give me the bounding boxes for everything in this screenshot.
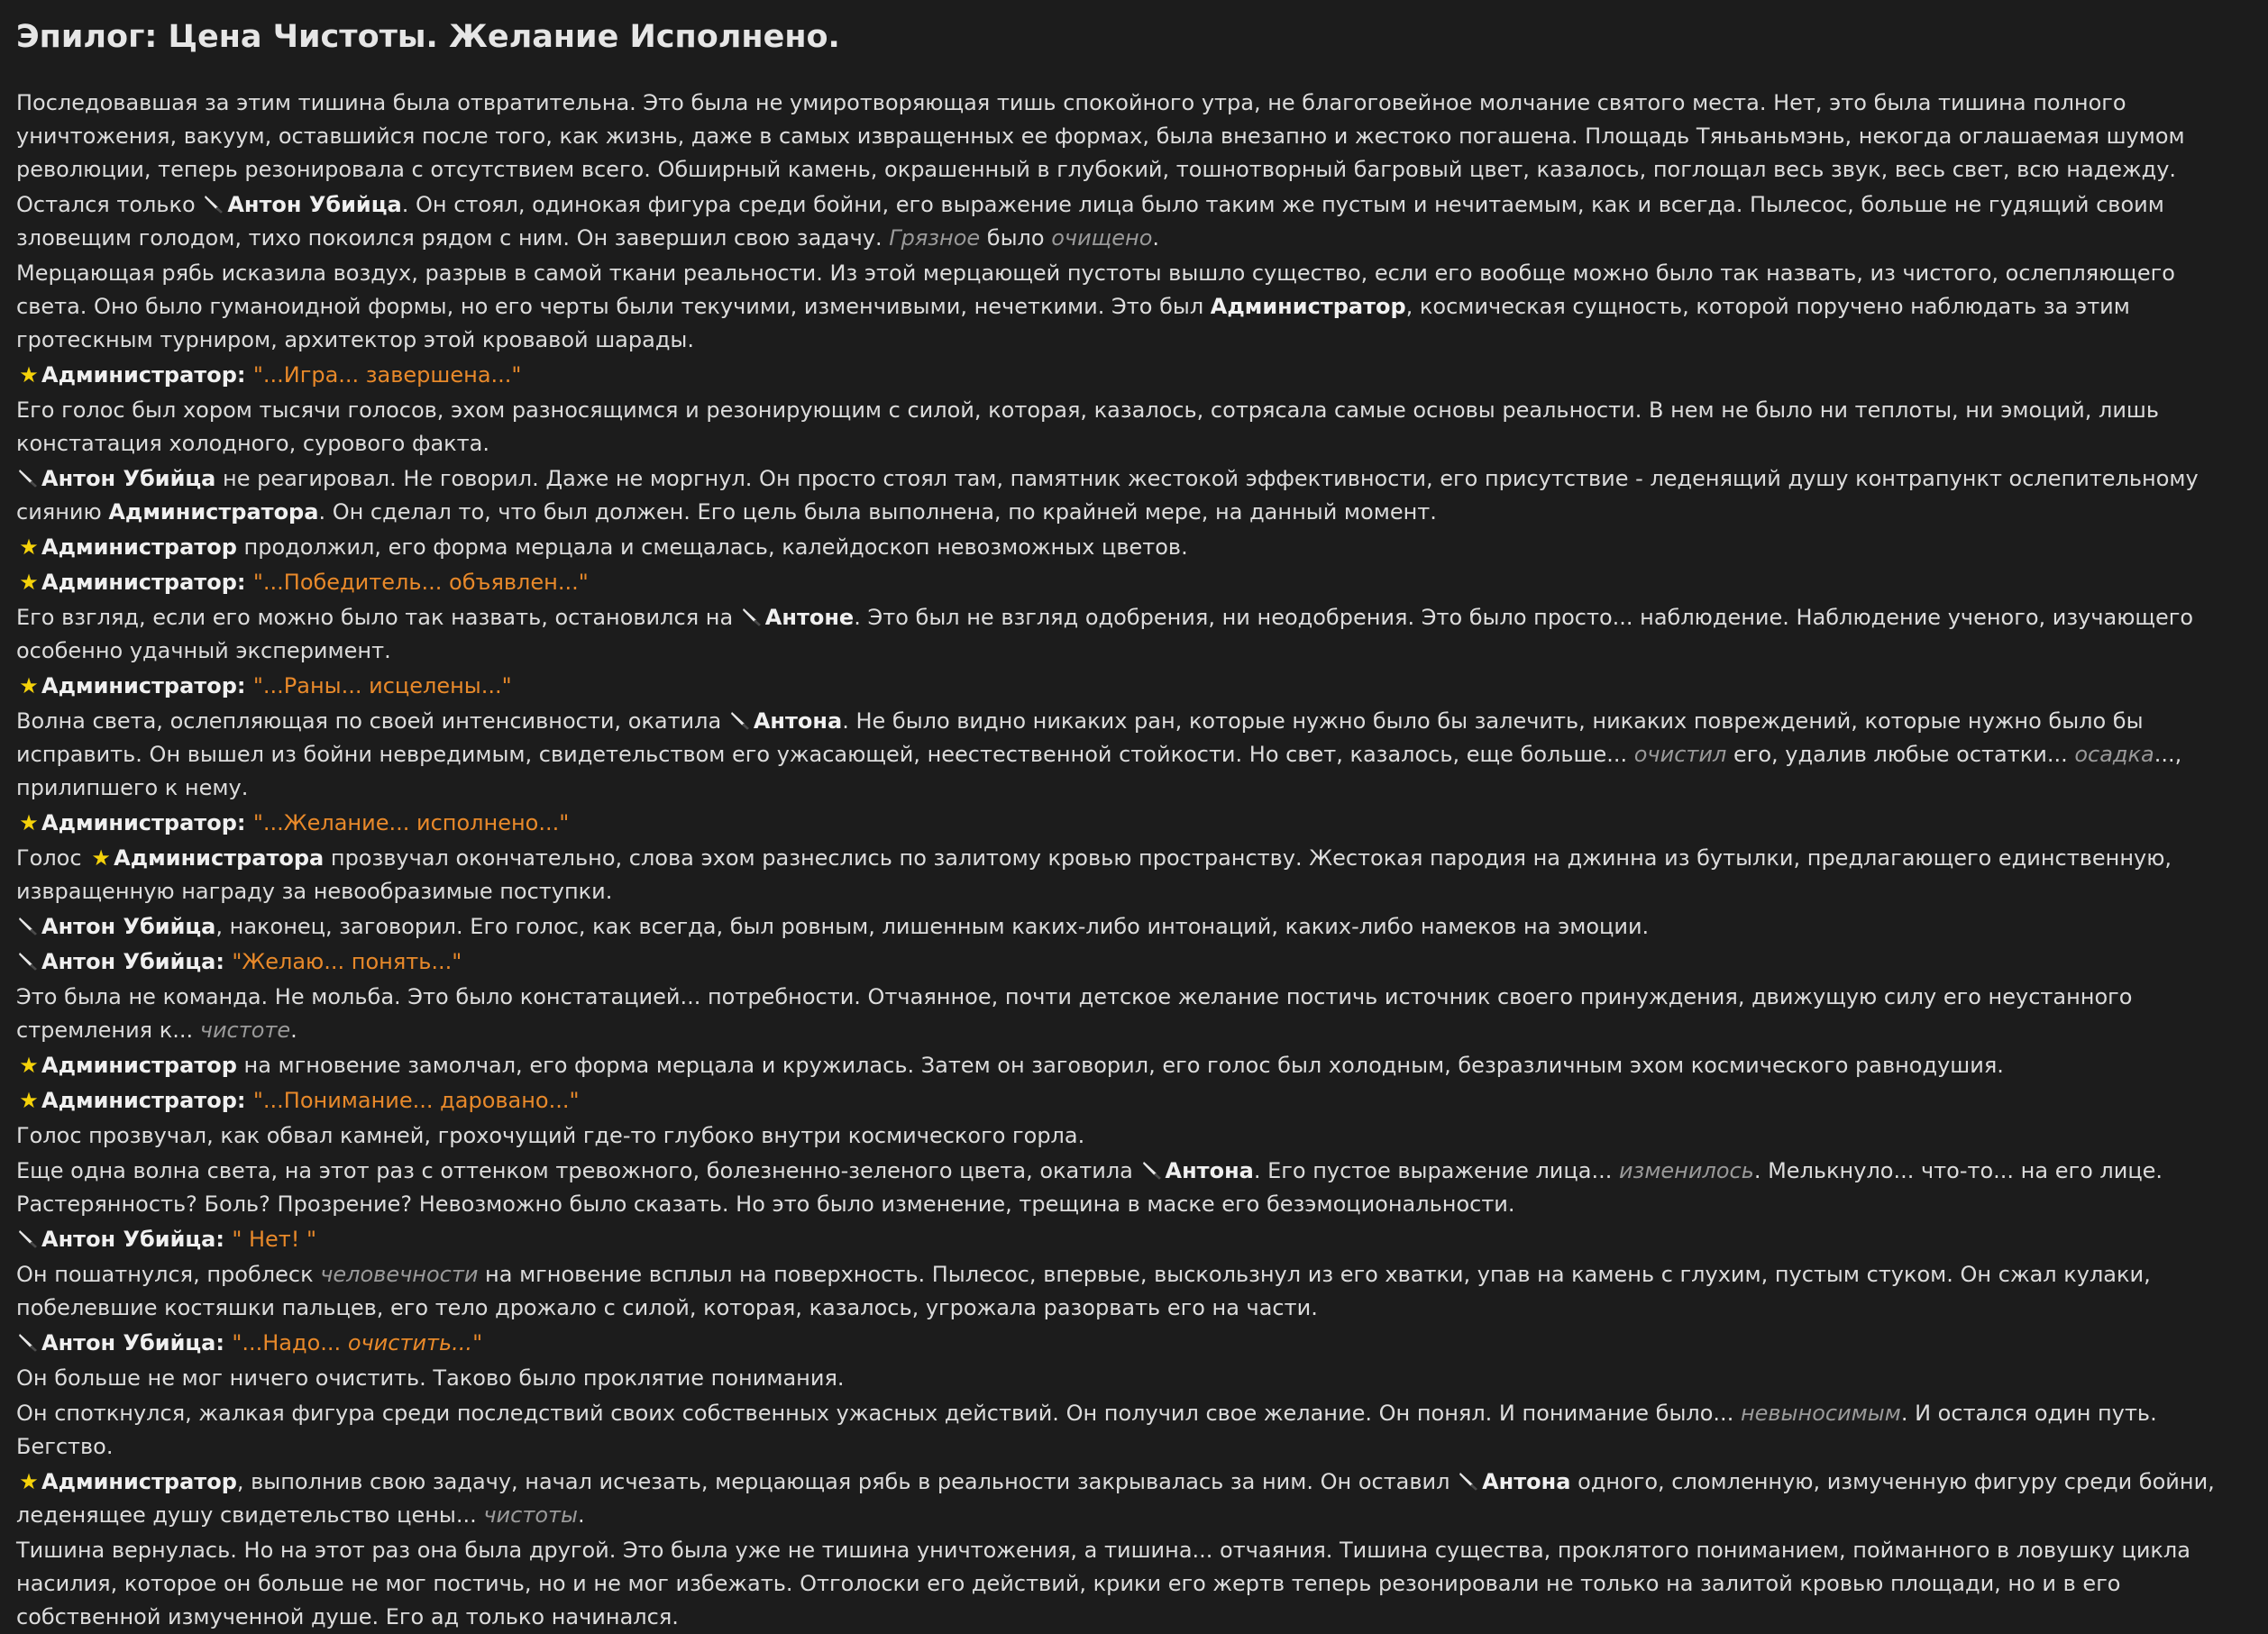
narration-text: не реагировал. Не говорил. Даже не моргнул. Он просто стоял там, памятник жестокой эффективности, его присутствие - леденящий душу контрапункт ослепительному сиянию — [16, 466, 2199, 525]
dialogue-text: "...Понимание... даровано..." — [252, 1088, 580, 1113]
star-icon: ★ — [91, 845, 111, 871]
character-name: Антон Убийца — [41, 466, 216, 491]
narration-text: Еще одна волна света, на этот раз с оттенком тревожного, болезненно-зеленого цвета, окатила — [16, 1158, 1140, 1183]
character-name: Администратор — [41, 810, 237, 835]
narration-text: . — [1152, 225, 1160, 251]
narration-text: Остался только — [16, 192, 203, 217]
character-name: Антон Убийца — [41, 1227, 216, 1252]
character-name: Антон Убийца — [41, 1330, 216, 1356]
story-paragraph — [16, 531, 2252, 564]
dialogue-text: "...Надо... — [232, 1330, 348, 1356]
character-name: Администратор — [41, 1053, 237, 1078]
emphasis-text: Грязное — [889, 225, 981, 251]
emphasis-text: осадка — [2074, 742, 2154, 767]
character-name: Администратор — [41, 673, 237, 698]
story-paragraph — [16, 1258, 2252, 1325]
star-icon: ★ — [19, 673, 39, 698]
knife-icon — [1140, 1155, 1166, 1188]
knife-icon — [202, 188, 227, 222]
story-paragraph — [16, 188, 2252, 255]
narration-text: продолжил, его форма мерцала и смещалась, калейдоскоп невозможных цветов. — [236, 534, 1188, 560]
narration-text: , космическая сущность, которой поручено наблюдать за этим гротескным турниром, архитектор этой кровавой шарады. — [16, 294, 2130, 352]
character-name: Администратор — [1210, 294, 1406, 319]
character-name: Администратор — [41, 570, 237, 595]
narration-text: на мгновение замолчал, его форма мерцала и кружилась. Затем он заговорил, его голос был холодным, безразличным эхом космического равнодушия. — [236, 1053, 2004, 1078]
star-icon: ★ — [19, 810, 39, 835]
character-name: Администратора — [108, 499, 319, 525]
narration-text: Его взгляд, если его можно было так назвать, остановился на — [16, 605, 740, 630]
story-paragraph — [16, 601, 2252, 668]
emphasis-text: очищено — [1051, 225, 1153, 251]
story-paragraph — [16, 1155, 2252, 1221]
narration-text: Это была не команда. Не мольба. Это было констатацией... потребности. Отчаянное, почти детское желание постичь источник своего принуждения, движущую силу его неустанного стремления к... — [16, 984, 2133, 1043]
story-paragraph — [16, 1223, 2252, 1256]
narration-text: . Мелькнуло... что-то... на его лице. Растерянность? Боль? Прозрение? Невозможно было сказать. Но это было изменение, трещина в маске его безэмоциональности. — [16, 1158, 2163, 1217]
star-icon: ★ — [19, 1088, 39, 1113]
emphasis-text: невыносимым — [1740, 1401, 1901, 1426]
story-paragraph — [16, 910, 2252, 944]
dialogue-text: "Желаю... понять..." — [232, 949, 462, 974]
story-paragraph — [16, 670, 2252, 703]
story-paragraph — [16, 1362, 2252, 1395]
character-name: Администратор — [41, 362, 237, 388]
story-paragraph — [16, 87, 2252, 187]
narration-text: . Он сделал то, что был должен. Его цель была выполнена, по крайней мере, на данный момент. — [318, 499, 1437, 525]
character-name: Антона — [753, 708, 843, 734]
narration-text: ..., прилипшего к нему. — [16, 742, 2182, 800]
narration-text: одного, сломленную, измученную фигуру среди бойни, леденящее душу свидетельство цены... — [16, 1469, 2215, 1528]
star-icon: ★ — [19, 534, 39, 560]
story-paragraph — [16, 1534, 2252, 1634]
dialogue-text: "...Раны... исцелены..." — [252, 673, 512, 698]
character-name: : — [236, 673, 253, 698]
character-name: Администратор — [41, 1469, 237, 1494]
character-name: : — [215, 949, 233, 974]
narration-text: . Его пустое выражение лица... — [1253, 1158, 1619, 1183]
narration-text: Он споткнулся, жалкая фигура среди последствий своих собственных ужасных действий. Он получил свое желание. Он понял. И понимание было... — [16, 1401, 1741, 1426]
narration-text: Голос прозвучал, как обвал камней, грохочущий где-то глубоко внутри космического горла. — [16, 1123, 1085, 1148]
emphasis-text: человечности — [320, 1262, 479, 1287]
knife-icon — [1457, 1465, 1482, 1499]
story-paragraph — [16, 394, 2252, 461]
character-name: : — [215, 1330, 233, 1356]
story-paragraph — [16, 1119, 2252, 1153]
emphasis-text: изменилось — [1618, 1158, 1754, 1183]
narration-text: Тишина вернулась. Но на этот раз она была другой. Это была уже не тишина уничтожения, а тишина... отчаяния. Тишина существа, проклятого пониманием, пойманного в ловушку цикла насилия, которое он больше не мог постичь, но и не мог избежать. Отголоски его действий, крики его жертв теперь резонировали не только на залитой кровью площади, но и в его собственной измученной душе. Его ад только начинался. — [16, 1538, 2190, 1629]
narration-text: Его голос был хором тысячи голосов, эхом разносящимся и резонирующим с силой, которая, казалось, сотрясала самые основы реальности. В нем не было ни теплоты, ни эмоций, лишь констатация холодного, сурового факта. — [16, 397, 2160, 456]
character-name: : — [236, 1088, 253, 1113]
narration-text: Голос — [16, 845, 89, 871]
character-name: Антон Убийца — [41, 914, 216, 939]
story-paragraph — [16, 981, 2252, 1047]
story-paragraph — [16, 807, 2252, 840]
knife-icon — [740, 601, 765, 634]
narration-text: . — [290, 1018, 297, 1043]
character-name: : — [236, 362, 253, 388]
story-paragraph — [16, 842, 2252, 908]
character-name: Антоне — [764, 605, 855, 630]
story-paragraph — [16, 705, 2252, 805]
story-body — [16, 87, 2252, 1634]
knife-icon — [16, 945, 41, 979]
story-paragraph — [16, 1084, 2252, 1118]
star-icon: ★ — [19, 1053, 39, 1078]
narration-text: прозвучал окончательно, слова эхом разнеслись по залитому кровью пространству. Жестокая пародия на джинна из бутылки, предлагающего единственную, извращенную награду за невообразимые поступки. — [16, 845, 2172, 904]
narration-text: Последовавшая за этим тишина была отвратительна. Это была не умиротворяющая тишь спокойного утра, не благоговейное молчание святого места. Нет, это была тишина полного уничтожения, вакуум, оставшийся после того, как жизнь, даже в самых извращенных ее формах, была внезапно и жестоко погашена. Площадь Тяньаньмэнь, некогда оглашаемая шумом революции, теперь резонировала с отсутствием всего. Обширный камень, окрашенный в глубокий, тошнотворный багровый цвет, казалось, поглощал весь звук, весь свет, всю надежду. — [16, 90, 2185, 182]
page-title: Эпилог: Цена Чистоты. Желание Исполнено. — [16, 19, 840, 55]
emphasis-text: очистил — [1633, 742, 1727, 767]
character-name: Антона — [1482, 1469, 1571, 1494]
dialogue-text: очистить... — [347, 1330, 473, 1356]
narration-text: его, удалив любые остатки... — [1726, 742, 2075, 767]
narration-text: было — [980, 225, 1052, 251]
dialogue-text: " — [472, 1330, 483, 1356]
narration-text: . И остался один путь. Бегство. — [16, 1401, 2157, 1459]
star-icon: ★ — [19, 570, 39, 595]
character-name: Администратор — [41, 1088, 237, 1113]
character-name: : — [215, 1227, 233, 1252]
narration-text: Он пошатнулся, проблеск — [16, 1262, 321, 1287]
story-paragraph — [16, 1327, 2252, 1360]
narration-text: на мгновение всплыл на поверхность. Пылесос, впервые, выскользнул из его хватки, упав на камень с глухим, пустым стуком. Он сжал кулаки, побелевшие костяшки пальцев, его тело дрожало с силой, которая, казалось, угрожала разорвать его на части. — [16, 1262, 2151, 1320]
emphasis-text: чистоты — [483, 1502, 578, 1528]
story-paragraph — [16, 462, 2252, 529]
knife-icon — [16, 910, 41, 944]
emphasis-text: чистоте — [199, 1018, 291, 1043]
knife-icon — [16, 1327, 41, 1360]
narration-text: , выполнив свою задачу, начал исчезать, мерцающая рябь в реальности закрывалась за ним. Он оставил — [236, 1469, 1458, 1494]
narration-text: . — [577, 1502, 585, 1528]
story-paragraph — [16, 1465, 2252, 1532]
narration-text: Он больше не мог ничего очистить. Таково было проклятие понимания. — [16, 1365, 845, 1391]
story-paragraph — [16, 257, 2252, 357]
narration-text: . Не было видно никаких ран, которые нужно было бы залечить, никаких повреждений, которые нужно было бы исправить. Он вышел из бойни невредимым, свидетельством его ужасающей, неестественной стойкости. Но свет, казалось, еще больше... — [16, 708, 2144, 767]
character-name: : — [236, 810, 253, 835]
character-name: Антон Убийца — [41, 949, 216, 974]
story-paragraph — [16, 566, 2252, 599]
character-name: Антона — [1165, 1158, 1254, 1183]
character-name: Антон Убийца — [227, 192, 402, 217]
knife-icon — [728, 705, 754, 738]
character-name: Администратор — [41, 534, 237, 560]
narration-text: Волна света, ослепляющая по своей интенсивности, окатила — [16, 708, 728, 734]
story-paragraph — [16, 1049, 2252, 1082]
dialogue-text: " Нет! " — [232, 1227, 317, 1252]
story-paragraph — [16, 1397, 2252, 1464]
knife-icon — [16, 1223, 41, 1256]
dialogue-text: "...Игра... завершена..." — [252, 362, 522, 388]
narration-text: . Это был не взгляд одобрения, ни неодобрения. Это было просто... наблюдение. Наблюдение ученого, изучающего особенно удачный эксперимент. — [16, 605, 2194, 663]
knife-icon — [16, 462, 41, 496]
narration-text: . Он стоял, одинокая фигура среди бойни, его выражение лица было таким же пустым и нечитаемым, как и всегда. Пылесос, больше не гудящий своим зловещим голодом, тихо покоился рядом с ним. Он завершил свою задачу. — [16, 192, 2164, 251]
dialogue-text: "...Победитель... объявлен..." — [252, 570, 589, 595]
narration-text: Мерцающая рябь исказила воздух, разрыв в самой ткани реальности. Из этой мерцающей пустоты вышло существо, если его вообще можно было так назвать, из чистого, ослепляющего света. Оно было гуманоидной формы, но его черты были текучими, изменчивыми, нечеткими. Это был — [16, 260, 2175, 319]
character-name: Администратора — [114, 845, 325, 871]
narration-text: , наконец, заговорил. Его голос, как всегда, был ровным, лишенным каких-либо интонаций, каких-либо намеков на эмоции. — [215, 914, 1650, 939]
character-name: : — [236, 570, 253, 595]
story-paragraph — [16, 945, 2252, 979]
dialogue-text: "...Желание... исполнено..." — [252, 810, 570, 835]
star-icon: ★ — [19, 1469, 39, 1494]
story-paragraph — [16, 359, 2252, 392]
star-icon: ★ — [19, 362, 39, 388]
